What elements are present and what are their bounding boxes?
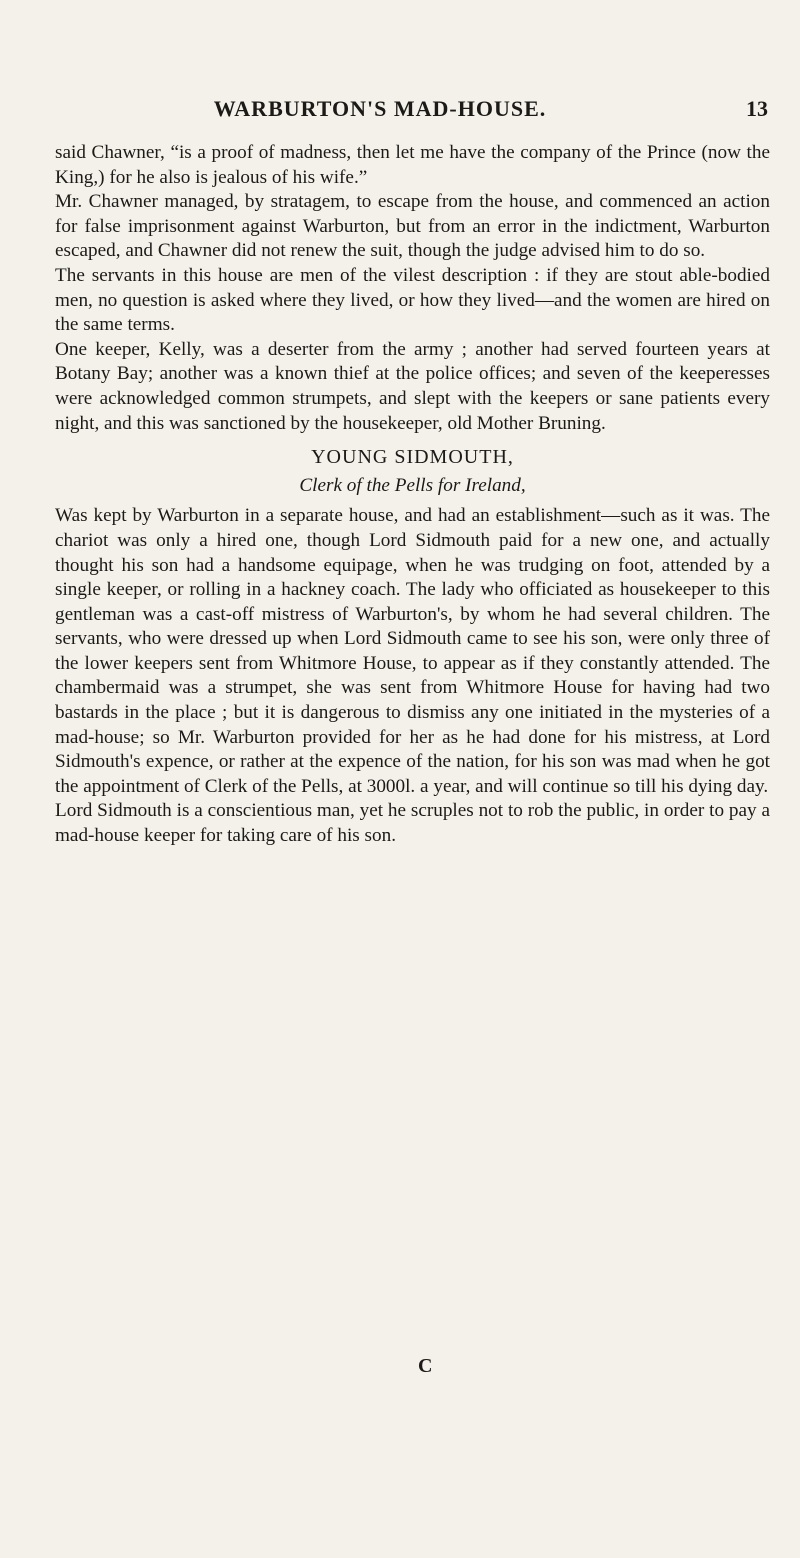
paragraph-3: The servants in this house are men of the vilest description : if they are stout able-bodied men, no question is asked where they lived, or how they lived—and the women are hired on the same terms. — [55, 264, 770, 336]
signature-mark: C — [418, 1355, 433, 1377]
section-paragraph-1: Was kept by Warburton in a separate house, and had an establishment—such as it was. The chariot was only a hired one, though Lord Sidmouth paid for a new one, and actually thought his son had a handsome equipage, when he was trudging on foot, attended by a single keeper, or rolling in a hackney coach. The lady who officiated as housekeeper to this gentleman was a cast-off mistress of Warburton's, by whom he had several children. The servants, who were dressed up when Lord Sidmouth came to see his son, were only three of the lower keepers sent from Whitmore House, to appear as if they constantly attended. The chambermaid was a strumpet, she was sent from Whitmore House for having had two bastards in the place ; but it is dangerous to dismiss any one initiated in the mysteries of a mad-house; so Mr. Warburton provided for her as he had done for his mistress, at Lord Sidmouth's expence, or rather at the expence of the nation, for his son was mad when he got the appointment of Clerk of the Pells, at 3000l. a year, and will continue so till his dying day. — [55, 505, 770, 797]
section-paragraph-2: Lord Sidmouth is a conscientious man, yet he scruples not to rob the public, in order to pay a mad-house keeper for taking care of his son. — [55, 800, 770, 847]
section-subheading: Clerk of the Pells for Ireland, — [299, 474, 526, 496]
section-heading: YOUNG SIDMOUTH, — [311, 446, 514, 469]
page-header — [0, 96, 800, 132]
paragraph-1: said Chawner, “is a proof of madness, then let me have the company of the Prince (now the King,) for he also is jealous of his wife.” — [55, 142, 770, 188]
running-title: WARBURTON'S MAD-HOUSE. — [213, 96, 547, 121]
body-text — [55, 141, 770, 849]
page-number: 13 — [746, 96, 768, 121]
paragraph-4: One keeper, Kelly, was a deserter from the army ; another had served fourteen years at Botany Bay; another was a known thief at the police offices; and seven of the keeperesses were acknowledged common strumpets, and slept with the keepers or sane patients every night, and this was sanctioned by the housekeeper, old Mother Bruning. — [55, 338, 770, 434]
paragraph-2: Mr. Chawner managed, by stratagem, to escape from the house, and commenced an action for false imprisonment against Warburton, but from an error in the indictment, Warburton escaped, and Chawner did not renew the suit, though the judge advised him to do so. — [55, 191, 770, 262]
